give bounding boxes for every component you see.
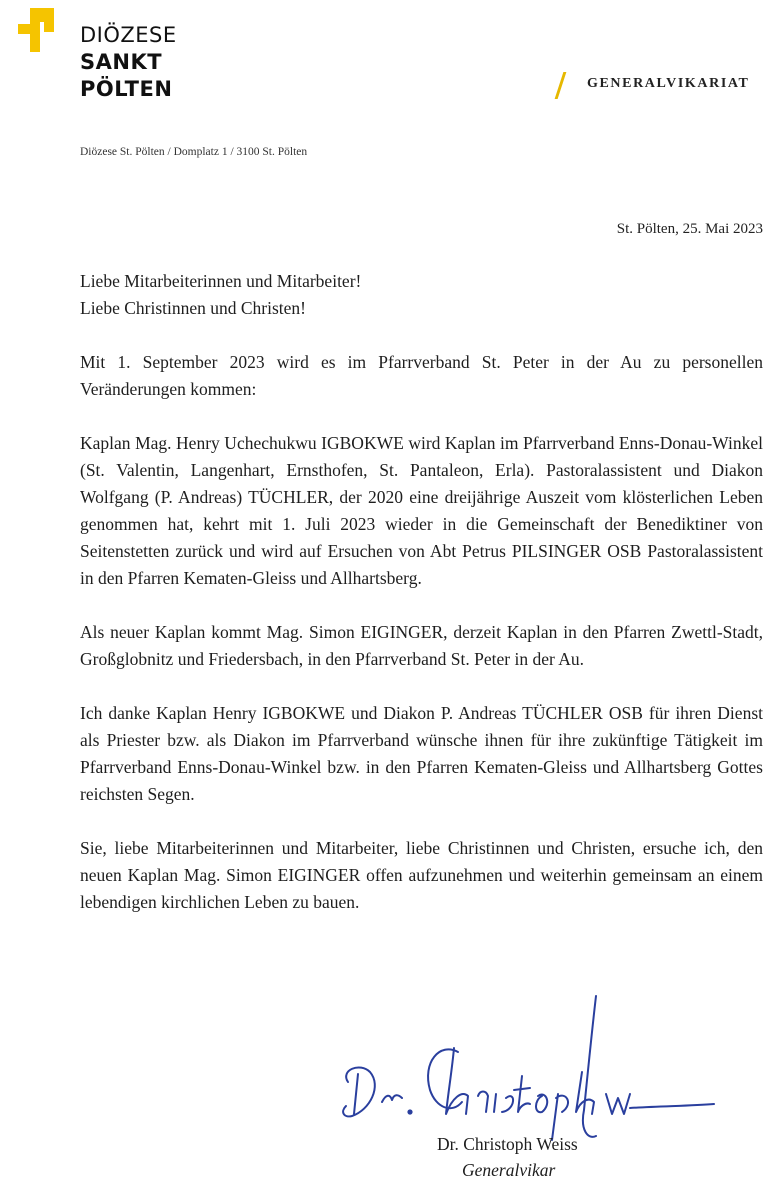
signatory-title: Generalvikar [462,1160,556,1180]
brand-line-2: SANKT [80,50,163,74]
letter-body [80,268,763,943]
greeting-line-2: Liebe Christinnen und Christen! [80,298,307,318]
diocese-wordmark [80,22,177,103]
sender-address: Diözese St. Pölten / Domplatz 1 / 3100 St. Pölten [80,146,308,158]
accent-slash [555,72,567,99]
date-line: St. Pölten, 25. Mai 2023 [616,221,763,237]
brand-line-3: PÖLTEN [80,77,173,101]
department-title: GENERALVIKARIAT [587,76,750,91]
paragraph-new-chaplain: Als neuer Kaplan kommt Mag. Simon EIGINGER, derzeit Kaplan in den Pfarren Zwettl-Stadt, Großglobnitz und Friedersbach, in den Pfarrverband St. Peter in der Au. [80,622,763,669]
salutation [80,268,763,322]
paragraph-changes: Kaplan Mag. Henry Uchechukwu IGBOKWE wird Kaplan im Pfarrverband Enns-Donau-Winkel (St. Valentin, Langenhart, Ernsthofen, St. Pantaleon, Erla). Pastoralassistent und Diakon Wolfgang (P. Andreas) TÜCHLER, der 2020 eine dreijährige Auszeit vom klösterlichen Leben genommen hat, kehrt mit 1. Juli 2023 wieder in die Gemeinschaft der Benediktiner von Seitenstetten zurück und wird auf Ersuchen von Abt Petrus PILSINGER OSB Pastoralassistent in den Pfarren Kematen-Gleiss und Allhartsberg. [80,433,763,588]
paragraph-thanks: Ich danke Kaplan Henry IGBOKWE und Diakon P. Andreas TÜCHLER OSB für ihren Dienst als Priester bzw. als Diakon im Pfarrverband wünsche ihnen für ihre zukünftige Tätigkeit im Pfarrverband Enns-Donau-Winkel bzw. in den Pfarren Kematen-Gleiss und Allhartsberg Gottes reichsten Segen. [80,703,763,804]
brand-line-1: DIÖZESE [80,23,177,47]
paragraph-announcement: Mit 1. September 2023 wird es im Pfarrverband St. Peter in der Au zu personellen Veränderungen kommen: [80,352,763,399]
paragraph-request: Sie, liebe Mitarbeiterinnen und Mitarbeiter, liebe Christinnen und Christen, ersuche ich, den neuen Kaplan Mag. Simon EIGINGER offen aufzunehmen und weiterhin gemeinsam an einem lebendigen kirchlichen Leben zu bauen. [80,838,763,912]
greeting-line-1: Liebe Mitarbeiterinnen und Mitarbeiter! [80,271,362,291]
signatory-name: Dr. Christoph Weiss [437,1134,578,1154]
diocese-logo-icon [14,4,66,56]
